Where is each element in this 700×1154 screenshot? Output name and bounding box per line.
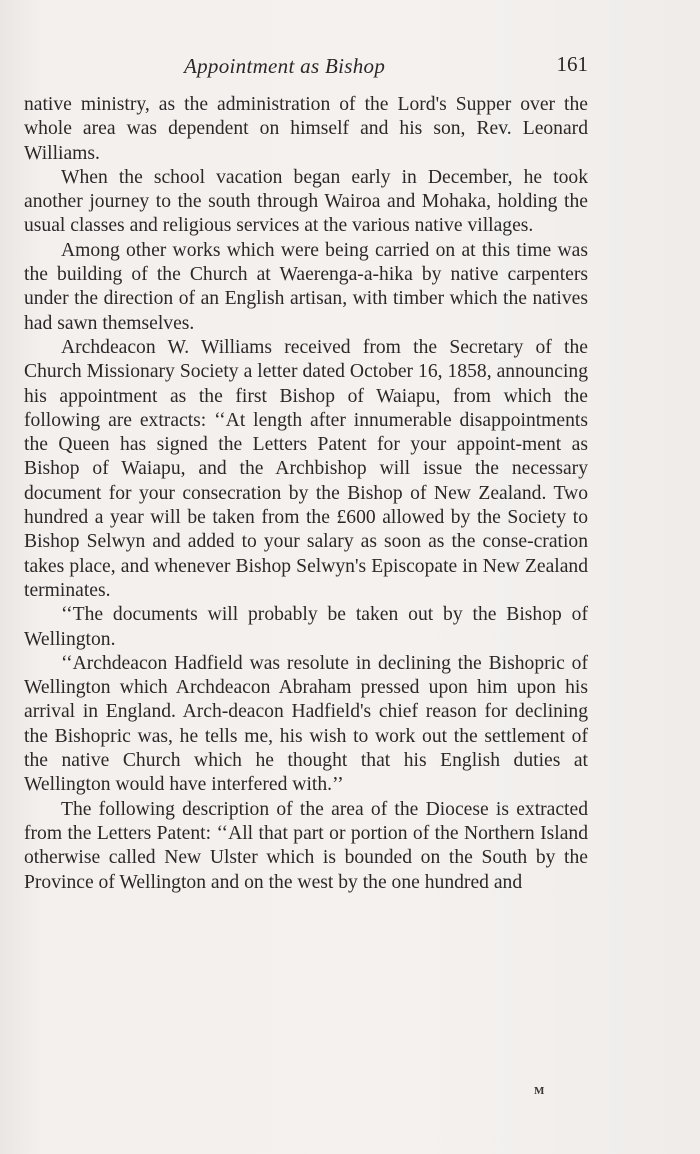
paragraph: When the school vacation began early in December, he took another journey to the south through Wairoa and Mohaka, holding the usual classes and religious services at the various native villages. — [24, 166, 588, 237]
signature-mark: M — [534, 1085, 545, 1097]
paragraph: ‘‘The documents will probably be taken out by the Bishop of Wellington. — [24, 604, 588, 650]
page-header — [24, 54, 590, 82]
paragraph: Archdeacon W. Williams received from the Secretary of the Church Missionary Society a letter dated October 16, 1858, announcing his appointment as the first Bishop of Waiapu, from which the following are extracts: ‘‘At length after innumerable disappointments the Queen has signed the Letters Patent for your appoint-ment as Bishop of Waiapu, and the Archbishop will issue the necessary document for your consecration by the Bishop of New Zealand. Two hundred a year will be taken from the £600 allowed by the Society to Bishop Selwyn and added to your salary as soon as the conse-cration takes place, and whenever Bishop Selwyn's Episcopate in New Zealand terminates. — [24, 336, 588, 601]
running-title: Appointment as Bishop — [184, 54, 386, 78]
page-number: 161 — [556, 52, 588, 76]
paragraph: Among other works which were being carried on at this time was the building of the Church at Waerenga-a-hika by native carpenters under the direction of an English artisan, with timber which the natives had sawn themselves. — [24, 239, 588, 334]
paragraph-continuation: native ministry, as the administration of the Lord's Supper over the whole area was dependent on himself and his son, Rev. Leonard Williams. — [24, 94, 588, 164]
paragraph: The following description of the area of the Diocese is extracted from the Letters Patent: ‘‘All that part or portion of the Northern Island otherwise called New Ulster which is bounded on the South by the Province of Wellington and on the west by the one hundred and — [24, 798, 588, 893]
body-text — [24, 93, 588, 895]
paragraph: ‘‘Archdeacon Hadfield was resolute in declining the Bishopric of Wellington which Archdeacon Abraham pressed upon him upon his arrival in England. Arch-deacon Hadfield's chief reason for declining the Bishopric was, he tells me, his wish to work out the settlement of the native Church which he thought that his English duties at Wellington would have interfered with.’’ — [24, 652, 588, 796]
